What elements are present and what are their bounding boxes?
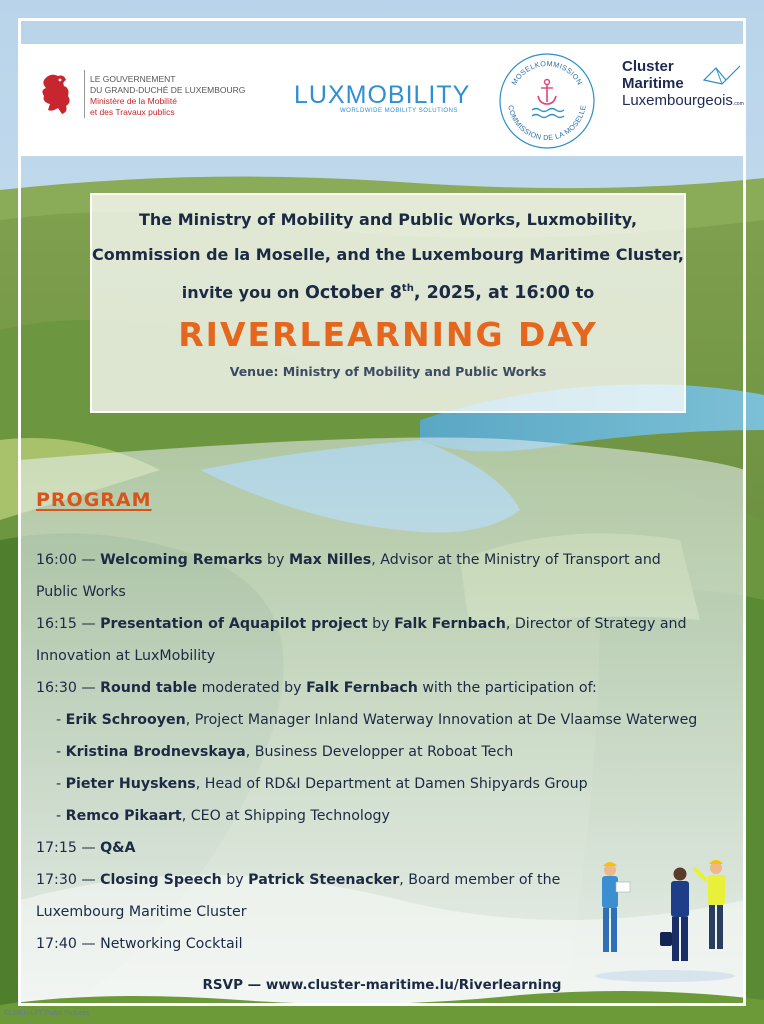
program-item [36,672,726,704]
moselle-bottom-text: COMMISSION DE LA MOSELLE [506,104,588,143]
program-section [36,489,152,511]
event-date [305,283,570,303]
cluster-suffix: .com [732,101,744,107]
government-line2: DU GRAND-DUCHÉ DE LUXEMBOURG [90,85,246,95]
government-logo-divider [84,70,85,118]
cluster-line3: Luxembourgeois [622,92,733,109]
event-date-rest: , 2025, at 16:00 [413,282,570,303]
item-title: Networking Cocktail [100,936,243,952]
participant-name: Remco Pikaart [65,808,182,824]
participant-dash: - [56,776,66,792]
cluster-line1: Cluster [622,58,674,75]
participant-item [36,800,726,832]
businessman-figure [660,868,689,962]
participant-item [36,768,726,800]
item-description: , Advisor at the Ministry of Transport and [371,552,661,568]
participant-role: , CEO at Shipping Technology [181,808,390,824]
participant-dash: - [56,744,66,760]
invitation-post: to [570,282,595,302]
program-item [36,544,726,576]
item-title: Welcoming Remarks [100,552,263,568]
venue: Venue: Ministry of Mobility and Public Works [229,363,547,379]
program-item-continued [36,576,726,608]
item-description: with the participation of: [417,680,597,696]
foreman-figure [694,860,725,949]
item-speaker: Max Nilles [288,552,372,568]
item-speaker: Patrick Steenacker [248,872,400,888]
item-speaker: Falk Fernbach [394,616,506,632]
item-time: 16:15 — [36,616,101,632]
government-line1: LE GOUVERNEMENT [90,74,176,84]
item-title: Round table [100,680,198,696]
item-time: 17:30 — [36,872,101,888]
invitation-line1: The Ministry of Mobility and Public Works, Luxmobility, [138,210,638,229]
item-title: Closing Speech [100,872,222,888]
participant-role: , Business Developper at Roboat Tech [245,744,514,760]
participant-dash: - [56,712,66,728]
paper-boat-icon [702,62,742,94]
participant-role: , Project Manager Inland Waterway Innovation at De Vlaamse Waterweg [185,712,698,728]
invitation-pre: invite you on [181,282,305,302]
invitation-box [90,193,686,413]
item-continuation: Innovation at LuxMobility [36,648,216,664]
engineer-figure [602,862,630,952]
rsvp-line: RSVP — www.cluster-maritime.lu/Riverlearning [202,977,562,993]
item-continuation: Luxembourg Maritime Cluster [36,904,247,920]
participant-name: Erik Schrooyen [65,712,186,728]
luxmobility-tagline: WORLDWIDE MOBILITY SOLUTIONS [340,108,458,114]
workers-illustration [590,852,740,982]
cluster-maritime-logo [622,58,744,138]
item-description: , Board member of the [399,872,561,888]
participant-item [36,704,726,736]
item-connector: by [367,616,395,632]
luxmobility-logo [294,82,474,122]
red-lion-icon [36,70,76,118]
government-line3: Ministère de la Mobilité [90,96,177,106]
logo-bar [18,44,746,156]
item-time: 17:40 — [36,936,101,952]
item-time: 16:30 — [36,680,101,696]
item-title: Presentation of Aquapilot project [100,616,368,632]
cluster-line3-row [622,92,744,113]
program-item-continued [36,640,726,672]
luxmobility-name: LUXMOBILITY [294,81,471,109]
participant-dash: - [56,808,66,824]
item-connector: by [262,552,289,568]
item-time: 17:15 — [36,840,101,856]
participant-item [36,736,726,768]
invitation-line3 [92,278,684,304]
moselle-seal [496,50,598,152]
invitation-line2: Commission de la Moselle, and the Luxembourg Maritime Cluster, [92,245,684,264]
cluster-line2: Maritime [622,75,684,92]
participant-name: Kristina Brodnevskaya [65,744,246,760]
program-heading: PROGRAM [36,489,152,511]
event-date-suffix: th [401,283,414,294]
item-description: , Director of Strategy and [505,616,687,632]
event-date-main: October 8 [304,282,402,303]
photo-credit: ©LMEH/LFT Pulse Pictures [4,1010,90,1017]
moselle-commission-logo [496,50,598,152]
program-item [36,608,726,640]
item-speaker: Falk Fernbach [306,680,418,696]
item-time: 16:00 — [36,552,101,568]
participant-name: Pieter Huyskens [65,776,196,792]
participant-role: , Head of RD&I Department at Damen Shipyards Group [195,776,588,792]
item-connector: by [221,872,249,888]
government-line4: et des Travaux publics [90,107,175,117]
government-logo-text [90,74,245,118]
event-title: RIVERLEARNING DAY [178,314,598,354]
item-continuation: Public Works [36,584,126,600]
item-connector: moderated by [197,680,307,696]
government-logo [36,70,286,130]
item-title: Q&A [100,840,136,856]
moselle-top-text: MOSELKOMMISSION [509,58,585,87]
